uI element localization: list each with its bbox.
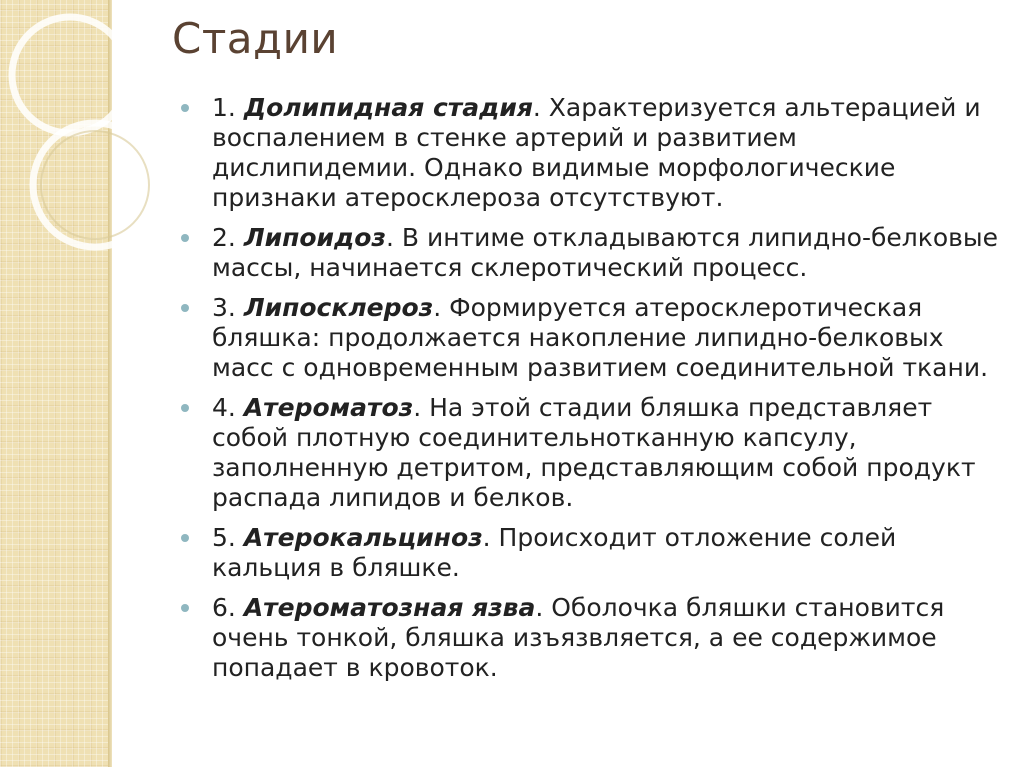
item-text: . Характеризуется альтерацией и воспалением в стенке артерий и развитием дислипидемии. Однако видимые морфологические признаки атеросклероза отсутствуют.	[212, 93, 981, 212]
list-item	[178, 393, 1008, 513]
bullet-icon	[181, 234, 189, 242]
bullet-icon	[181, 104, 189, 112]
item-number: 3.	[212, 293, 244, 322]
bullet-icon	[181, 534, 189, 542]
list-item	[178, 593, 1008, 683]
decorative-rings	[0, 0, 150, 300]
list-item	[178, 293, 1008, 383]
item-term: Липосклероз	[243, 293, 434, 322]
stages-list	[178, 93, 1008, 693]
decorative-ring-lower	[33, 123, 150, 247]
list-item	[178, 523, 1008, 583]
item-term: Атероматоз	[243, 393, 414, 422]
item-term: Атерокальциноз	[243, 523, 483, 552]
item-text: . Происходит отложение солей кальция в бляшке.	[212, 523, 897, 582]
item-number: 4.	[212, 393, 244, 422]
bullet-icon	[181, 604, 189, 612]
item-term: Липоидоз	[243, 223, 386, 252]
item-number: 1.	[212, 93, 244, 122]
decorative-ring-shadow	[41, 131, 149, 239]
item-term: Долипидная стадия	[243, 93, 533, 122]
item-term: Атероматозная язва	[243, 593, 536, 622]
bullet-icon	[181, 304, 189, 312]
decorative-ring-large	[12, 17, 128, 133]
list-item	[178, 223, 1008, 283]
item-text: . На этой стадии бляшка представляет собой плотную соединительнотканную капсулу, заполненную детритом, представляющим собой продукт распада липидов и белков.	[212, 393, 976, 512]
item-text: . Формируется атеросклеротическая бляшка: продолжается накопление липидно-белковых масс с одновременным развитием соединительной ткани.	[212, 293, 989, 382]
slide-title: Стадии	[172, 14, 339, 63]
bullet-icon	[181, 404, 189, 412]
list-item	[178, 93, 1008, 213]
item-number: 5.	[212, 523, 244, 552]
item-text: . Оболочка бляшки становится очень тонкой, бляшка изъязвляется, а ее содержимое попадает в кровоток.	[212, 593, 945, 682]
item-number: 6.	[212, 593, 244, 622]
item-text: . В интиме откладываются липидно-белковые массы, начинается склеротический процесс.	[212, 223, 999, 282]
item-number: 2.	[212, 223, 244, 252]
